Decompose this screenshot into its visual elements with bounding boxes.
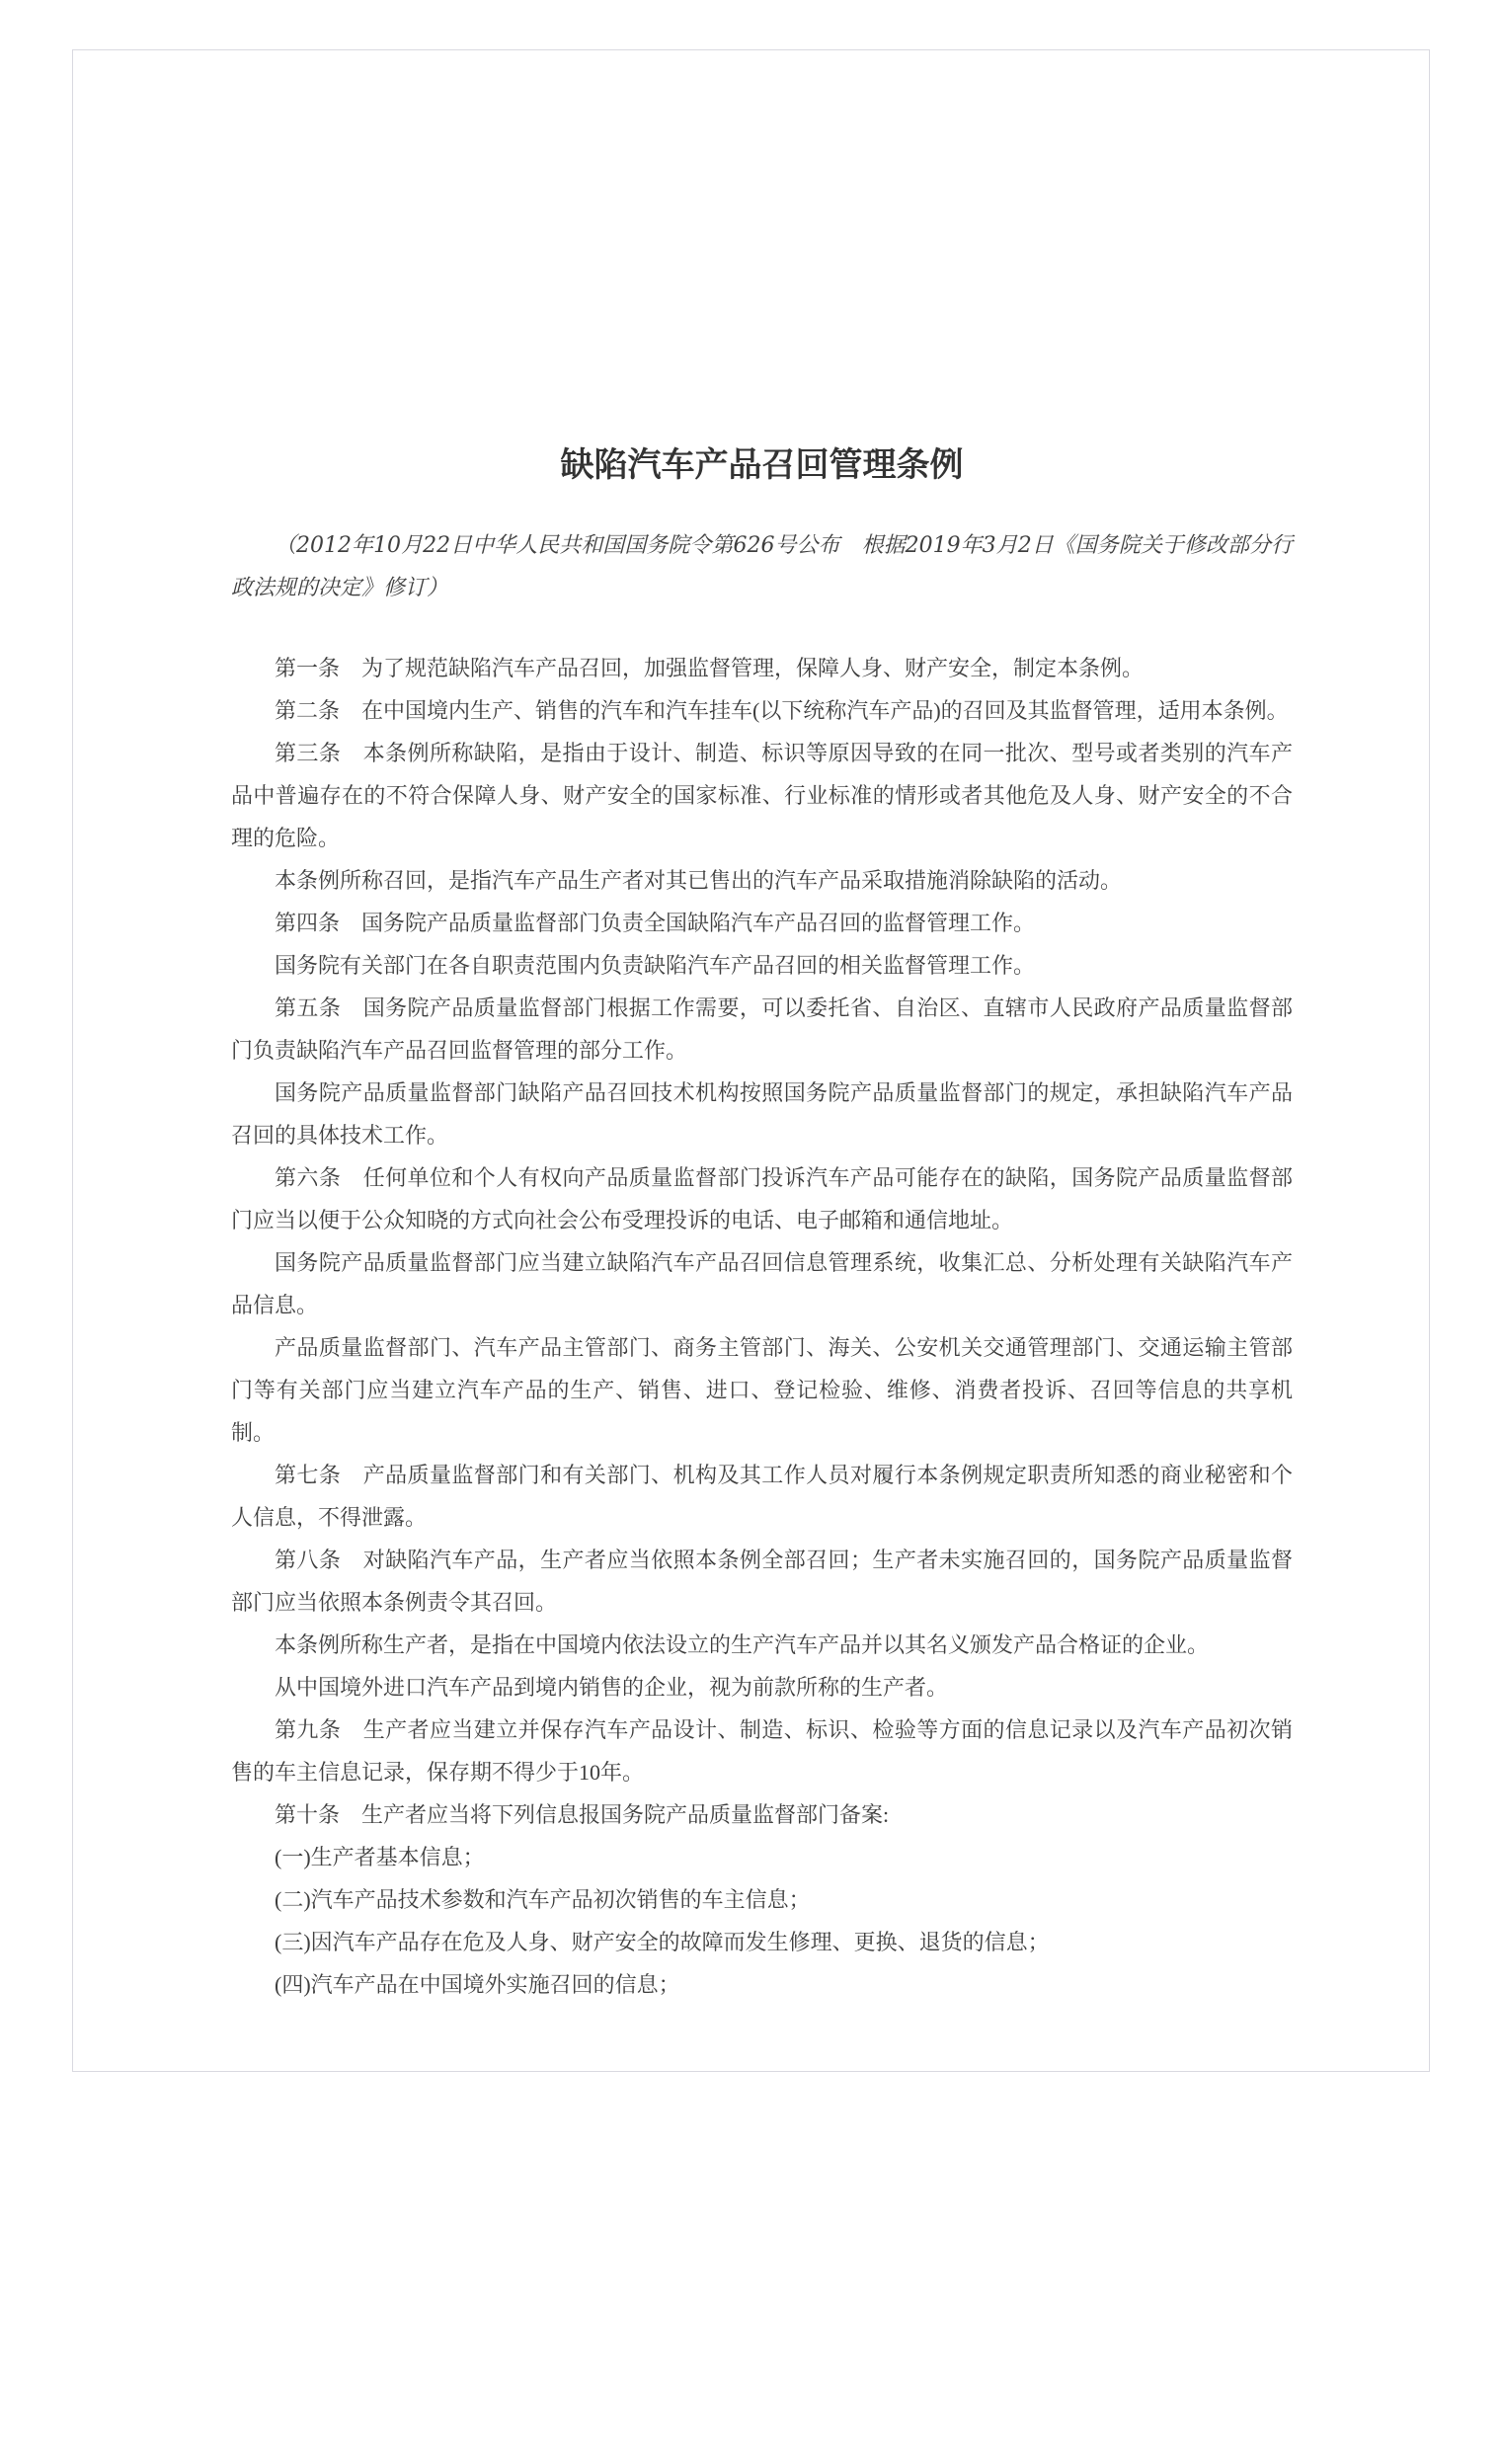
body-paragraph: 第四条 国务院产品质量监督部门负责全国缺陷汽车产品召回的监督管理工作。: [275, 911, 1036, 935]
document-preamble: （2012年10月22日中华人民共和国国务院令第626号公布 根据2019年3月2日《国务院关于修改部分行政法规的决定》修订）: [231, 533, 1293, 600]
body-paragraph: 本条例所称召回，是指汽车产品生产者对其已售出的汽车产品采取措施消除缺陷的活动。: [275, 868, 1123, 893]
body-paragraph: 第九条 生产者应当建立并保存汽车产品设计、制造、标识、检验等方面的信息记录以及汽车产品初次销售的车主信息记录，保存期不得少于10年。: [231, 1717, 1293, 1785]
document-title: 缺陷汽车产品召回管理条例: [560, 446, 964, 484]
body-paragraphs: [231, 647, 1293, 2006]
body-paragraph: (一)生产者基本信息；: [275, 1845, 485, 1869]
body-paragraph: 国务院有关部门在各自职责范围内负责缺陷汽车产品召回的相关监督管理工作。: [275, 953, 1036, 978]
body-paragraph: 产品质量监督部门、汽车产品主管部门、商务主管部门、海关、公安机关交通管理部门、交通运输主管部门等有关部门应当建立汽车产品的生产、销售、进口、登记检验、维修、消费者投诉、召回等信息的共享机制。: [231, 1335, 1293, 1445]
body-paragraph: 第五条 国务院产品质量监督部门根据工作需要，可以委托省、自治区、直辖市人民政府产品质量监督部门负责缺陷汽车产品召回监督管理的部分工作。: [231, 995, 1293, 1063]
body-paragraph: 第七条 产品质量监督部门和有关部门、机构及其工作人员对履行本条例规定职责所知悉的商业秘密和个人信息，不得泄露。: [231, 1463, 1293, 1530]
body-paragraph: 第八条 对缺陷汽车产品，生产者应当依照本条例全部召回；生产者未实施召回的，国务院产品质量监督部门应当依照本条例责令其召回。: [231, 1548, 1293, 1615]
body-paragraph: 本条例所称生产者，是指在中国境内依法设立的生产汽车产品并以其名义颁发产品合格证的企业。: [275, 1632, 1210, 1657]
body-paragraph: 第六条 任何单位和个人有权向产品质量监督部门投诉汽车产品可能存在的缺陷，国务院产品质量监督部门应当以便于公众知晓的方式向社会公布受理投诉的电话、电子邮箱和通信地址。: [231, 1165, 1293, 1232]
body-paragraph: 国务院产品质量监督部门缺陷产品召回技术机构按照国务院产品质量监督部门的规定，承担缺陷汽车产品召回的具体技术工作。: [231, 1080, 1293, 1148]
document-content: [73, 443, 1429, 2464]
body-paragraph: 第二条 在中国境内生产、销售的汽车和汽车挂车(以下统称汽车产品)的召回及其监督管理，适用本条例。: [275, 698, 1289, 723]
body-paragraph: 国务院产品质量监督部门应当建立缺陷汽车产品召回信息管理系统，收集汇总、分析处理有关缺陷汽车产品信息。: [231, 1250, 1293, 1317]
body-paragraph: (二)汽车产品技术参数和汽车产品初次销售的车主信息；: [275, 1887, 811, 1912]
body-paragraph: 第三条 本条例所称缺陷，是指由于设计、制造、标识等原因导致的在同一批次、型号或者类别的汽车产品中普遍存在的不符合保障人身、财产安全的国家标准、行业标准的情形或者其他危及人身、财产安全的不合理的危险。: [231, 741, 1293, 850]
body-paragraph: (四)汽车产品在中国境外实施召回的信息；: [275, 1972, 680, 1997]
body-paragraph: 从中国境外进口汽车产品到境内销售的企业，视为前款所称的生产者。: [275, 1675, 949, 1700]
body-paragraph: 第十条 生产者应当将下列信息报国务院产品质量监督部门备案:: [275, 1802, 890, 1827]
body-paragraph: 第一条 为了规范缺陷汽车产品召回，加强监督管理，保障人身、财产安全，制定本条例。: [275, 656, 1145, 680]
body-paragraph: (三)因汽车产品存在危及人身、财产安全的故障而发生修理、更换、退货的信息；: [275, 1930, 1050, 1954]
document-page: [72, 49, 1430, 2072]
